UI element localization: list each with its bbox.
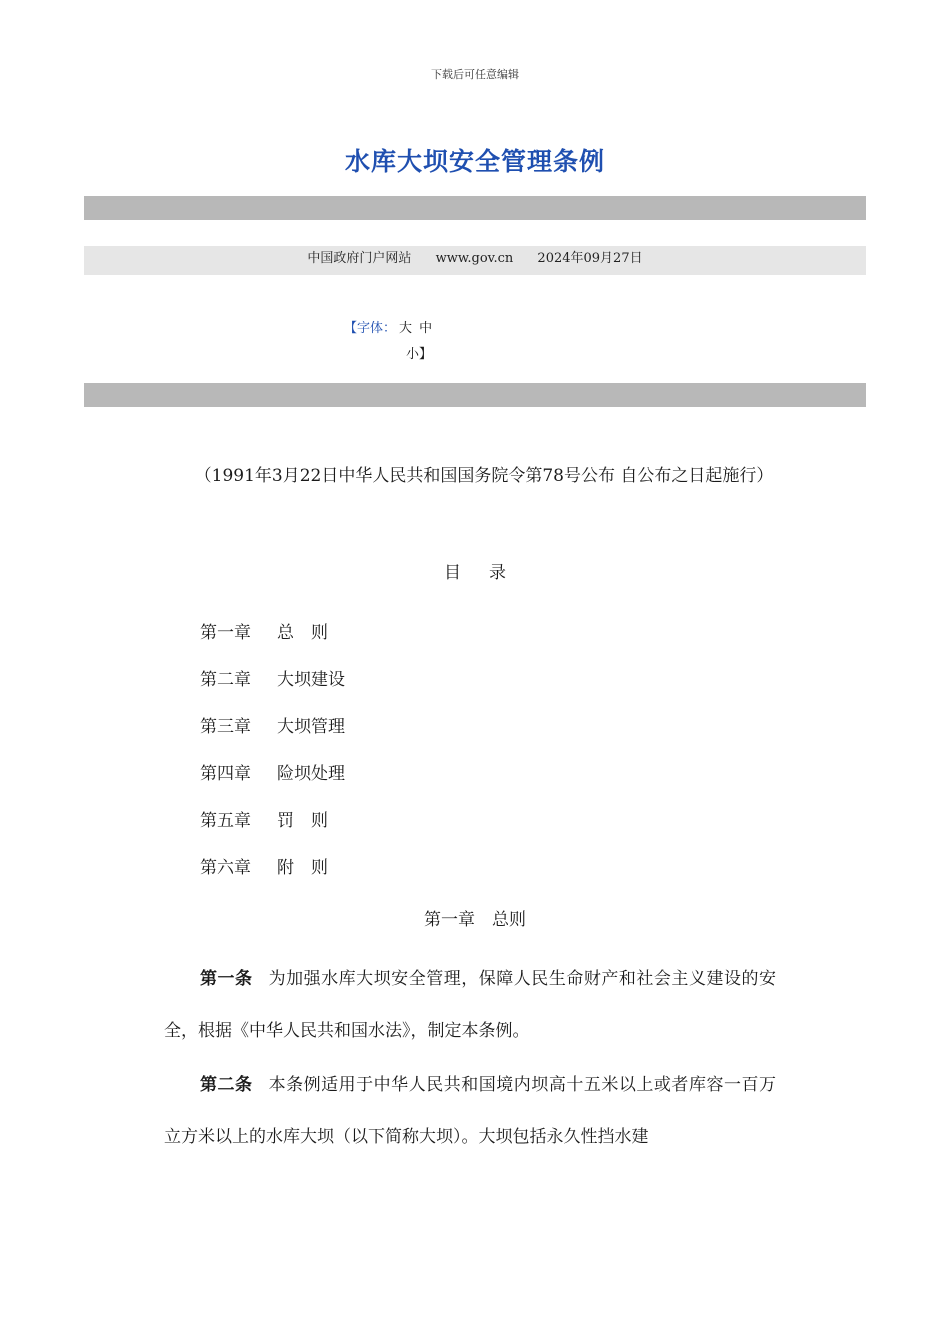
toc-chapter: 第一章 xyxy=(200,623,251,643)
toc-title: 目录 xyxy=(444,563,534,583)
toc-name: 大坝建设 xyxy=(277,670,345,690)
source-date: 2024年09月27日 xyxy=(537,251,643,266)
article-text: 为加强水库大坝安全管理，保障人民生命财产和社会主义建设的安全，根据《中华人民共和国水法》，制定本条例。 xyxy=(164,969,777,1041)
font-size-label: 【字体： xyxy=(344,321,397,336)
toc-item[interactable] xyxy=(200,807,345,854)
toc-item[interactable] xyxy=(200,666,345,713)
source-site: 中国政府门户网站 xyxy=(307,251,412,266)
toc-chapter: 第四章 xyxy=(200,764,251,784)
article-paragraph xyxy=(164,1059,776,1163)
table-of-contents xyxy=(200,619,345,901)
toc-chapter: 第五章 xyxy=(200,811,251,831)
toc-chapter: 第六章 xyxy=(200,858,251,878)
toc-name: 附 则 xyxy=(277,858,328,878)
source-url[interactable]: www.gov.cn xyxy=(435,251,514,266)
article-paragraph xyxy=(164,953,776,1057)
article-label: 第一条 xyxy=(200,969,253,989)
toc-item[interactable] xyxy=(200,713,345,760)
toc-item[interactable] xyxy=(200,619,345,666)
font-size-small-link[interactable]: 小 xyxy=(406,347,420,362)
toc-name: 险坝处理 xyxy=(277,764,345,784)
divider-bar-top xyxy=(84,196,866,220)
chapter-heading: 第一章 总则 xyxy=(424,910,526,930)
header-note: 下载后可任意编辑 xyxy=(431,68,519,81)
toc-name: 罚 则 xyxy=(277,811,328,831)
toc-name: 大坝管理 xyxy=(277,717,345,737)
article-text: 本条例适用于中华人民共和国境内坝高十五米以上或者库容一百万立方米以上的水库大坝（以下简称大坝）。大坝包括永久性挡水建 xyxy=(164,1075,777,1147)
toc-chapter: 第二章 xyxy=(200,670,251,690)
toc-name: 总 则 xyxy=(277,623,328,643)
page-title: 水库大坝安全管理条例 xyxy=(344,147,605,176)
promulgation-note: （1991年3月22日中华人民共和国国务院令第78号公布 自公布之日起施行） xyxy=(194,466,774,486)
divider-bar-bottom xyxy=(84,383,866,407)
source-line xyxy=(84,246,866,275)
font-size-medium-link[interactable]: 中 xyxy=(419,321,433,336)
toc-item[interactable] xyxy=(200,760,345,807)
font-size-large-link[interactable]: 大 xyxy=(399,321,413,336)
toc-item[interactable] xyxy=(200,854,345,901)
font-size-close-bracket: 】 xyxy=(419,347,433,362)
toc-chapter: 第三章 xyxy=(200,717,251,737)
article-label: 第二条 xyxy=(200,1075,253,1095)
font-size-selector xyxy=(344,316,444,368)
